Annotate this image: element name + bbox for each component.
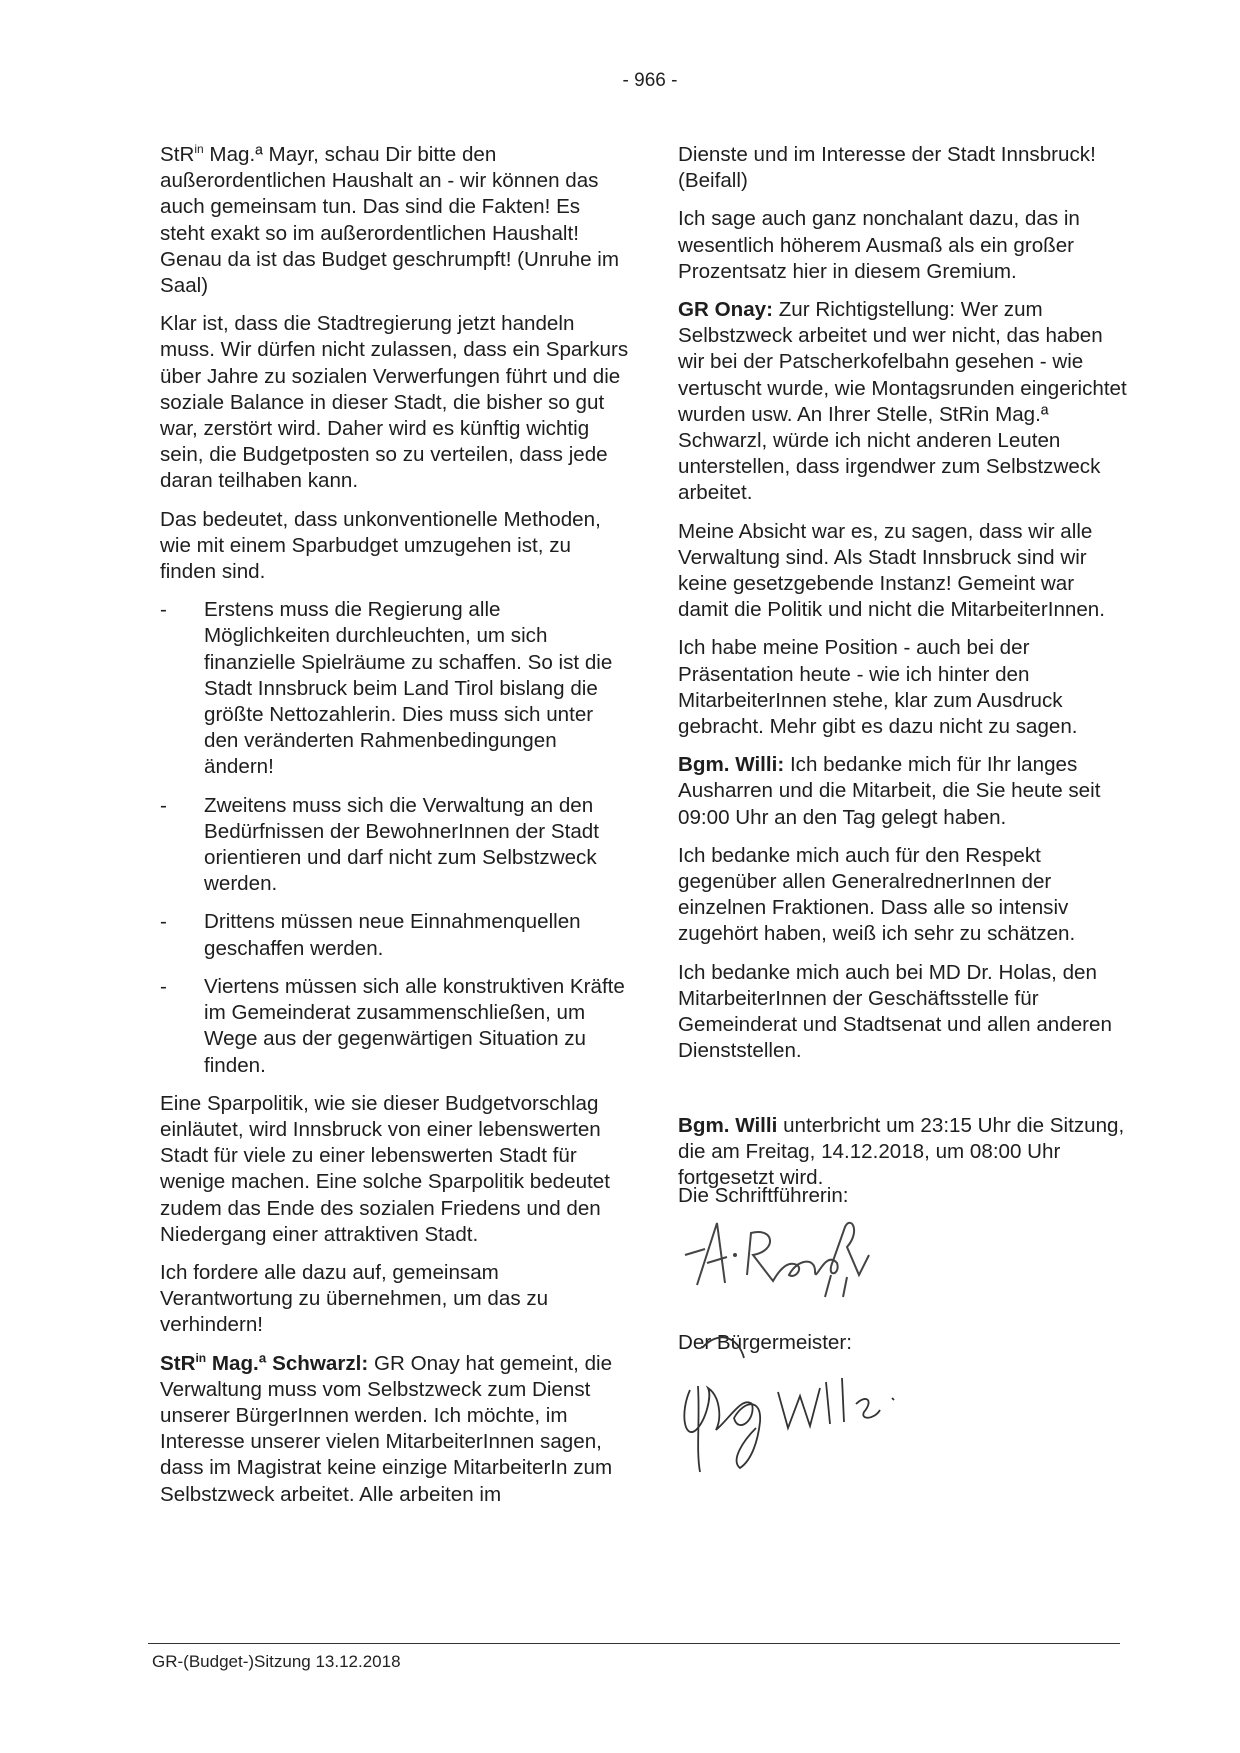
paragraph-text: Ich bedanke mich auch für den Respekt gegenüber allen GeneralrednerInnen der einzelnen Fraktionen. Dass alle so intensiv zugehört haben, weiß ich sehr zu schätzen. [678,843,1076,946]
bullet-dash: - [160,910,167,934]
paragraph-text: Das bedeutet, dass unkonventionelle Methoden, wie mit einem Sparbudget umzugehen ist, zu finden sind. [160,507,601,584]
paragraph [160,1260,630,1339]
paragraph [678,519,1128,624]
paragraph-text: Zur Richtigstellung: Wer zum Selbstzweck arbeitet und wer nicht, das haben wir bei der Patscherkofelbahn gesehen - wie vertuscht wurde, wie Montagsrunden eingerichtet wurden usw. An Ihrer Stelle, StRin Mag.ª Schwarzl, würde ich nicht anderen Leuten unterstellen, dass irgendwer zum Selbstzweck arbeitet. [678,298,1127,505]
paragraph-text: Ich sage auch ganz nonchalant dazu, das in wesentlich höherem Ausmaß als ein großer Prozentsatz hier in diesem Gremium. [678,207,1080,283]
paragraph-text: Viertens müssen sich alle konstruktiven Kräfte im Gemeinderat zusammenschließen, um Wege aus der gegenwärtigen Situation zu finden. [204,974,625,1077]
bullet-dash: - [160,598,167,622]
paragraph [678,843,1128,948]
bullet-item [160,597,630,780]
paragraph-text: Eine Sparpolitik, wie sie dieser Budgetvorschlag einläutet, wird Innsbruck von einer lebenswerten Stadt für viele zu einer lebenswerten Stadt für wenige machen. Eine solche Sparpolitik bedeutet zudem das Ende des sozialen Friedens und den Niedergang einer attraktiven Stadt. [160,1091,610,1246]
speaker-name: StR$^{in}$ Mag.ª [160,142,263,166]
paragraph [678,142,1128,194]
speaker-name: Bgm. Willi [678,1113,778,1137]
paragraph-text: Klar ist, dass die Stadtregierung jetzt handeln muss. Wir dürfen nicht zulassen, dass ein Sparkurs über Jahre zu sozialen Verwerfungen führt und die soziale Balance in dieser Stadt, die bisher so gut war, zerstört wird. Daher wird es künftig wichtig sein, die Budgetposten so zu verteilen, dass jede daran teilhaben kann. [160,312,629,493]
paragraph-text: Dienste und im Interesse der Stadt Innsbruck! (Beifall) [678,143,1096,193]
paragraph-text: Ich bedanke mich für Ihr langes Ausharren und die Mitarbeit, die Sie heute seit 09:00 Uhr an den Tag gelegt haben. [678,753,1101,829]
paragraph [160,311,630,494]
bullet-item [160,793,630,898]
left-column [160,142,630,1520]
paragraph-text: Ich bedanke mich auch bei MD Dr. Holas, den MitarbeiterInnen der Geschäftsstelle für Gemeinderat und Stadtsenat und allen anderen Dienststellen. [678,960,1112,1063]
bullet-item [160,974,630,1079]
bullet-dash: - [160,793,167,817]
paragraph-text: Meine Absicht war es, zu sagen, dass wir alle Verwaltung sind. Als Stadt Innsbruck sind wir keine gesetzgebende Instanz! Gemeint war damit die Politik und nicht die MitarbeiterInnen. [678,519,1105,622]
paragraph-text: Zweitens muss sich die Verwaltung an den Bedürfnissen der BewohnerInnen der Stadt orientieren und darf nicht zum Selbstzweck werden. [204,793,599,896]
paragraph-text: Drittens müssen neue Einnahmenquellen geschaffen werden. [204,910,581,960]
paragraph-text: unterbricht um 23:15 Uhr die Sitzung, die am Freitag, 14.12.2018, um 08:00 Uhr fortgesetzt wird. [678,1113,1125,1189]
paragraph [678,206,1128,285]
speaker-name: Bgm. Willi: [678,753,785,777]
paragraph [160,507,630,586]
paragraph [678,635,1128,740]
paragraph-text: Mayr, schau Dir bitte den außerordentlichen Haushalt an - wir können das auch gemeinsam tun. Das sind die Fakten! Es steht exakt so im außerordentlichen Haushalt! Genau da ist das Budget geschrumpft! (Unruhe im Saal) [160,143,620,298]
mayor-signature [660,1300,920,1480]
bullet-dash: - [160,974,167,998]
paragraph-text: Ich fordere alle dazu auf, gemeinsam Verantwortung zu übernehmen, um das zu verhindern! [160,1260,549,1337]
paragraph [678,752,1128,831]
paragraph [678,1113,1128,1192]
mayor-label: Der Bürgermeister: [678,1331,852,1354]
paragraph-spacer [678,1077,1128,1113]
recorder-label: Die Schriftführerin: [678,1184,849,1207]
paragraph-text: Ich habe meine Position - auch bei der Präsentation heute - wie ich hinter den MitarbeiterInnen stehe, klar zum Ausdruck gebracht. Mehr gibt es dazu nicht zu sagen. [678,636,1078,739]
paragraph-text: GR Onay hat gemeint, die Verwaltung muss vom Selbstzweck zum Dienst unserer BürgerInnen werden. Ich möchte, im Interesse unserer vielen MitarbeiterInnen sagen, dass im Magistrat keine einzige MitarbeiterIn zum Selbstzweck arbeitet. Alle arbeiten im [160,1351,613,1506]
paragraph [160,142,630,299]
recorder-signature [665,1205,895,1310]
footer-rule [148,1643,1120,1644]
paragraph [678,297,1128,507]
paragraph [678,960,1128,1065]
paragraph-text: Erstens muss die Regierung alle Möglichkeiten durchleuchten, um sich finanzielle Spielräume zu schaffen. So ist die Stadt Innsbruck beim Land Tirol bislang die größte Nettozahlerin. Dies muss sich unter den veränderten Rahmenbedingungen ändern! [204,598,613,779]
speaker-name: GR Onay: [678,298,773,322]
paragraph [160,1091,630,1248]
speaker-name: StR$^{in}$ Mag.ª Schwarzl: [160,1350,369,1375]
paragraph [160,1351,630,1508]
page-number: - 966 - [622,70,678,91]
bullet-item [160,909,630,961]
right-column [678,142,1128,1203]
footer-session-info: GR-(Budget-)Sitzung 13.12.2018 [152,1652,401,1671]
